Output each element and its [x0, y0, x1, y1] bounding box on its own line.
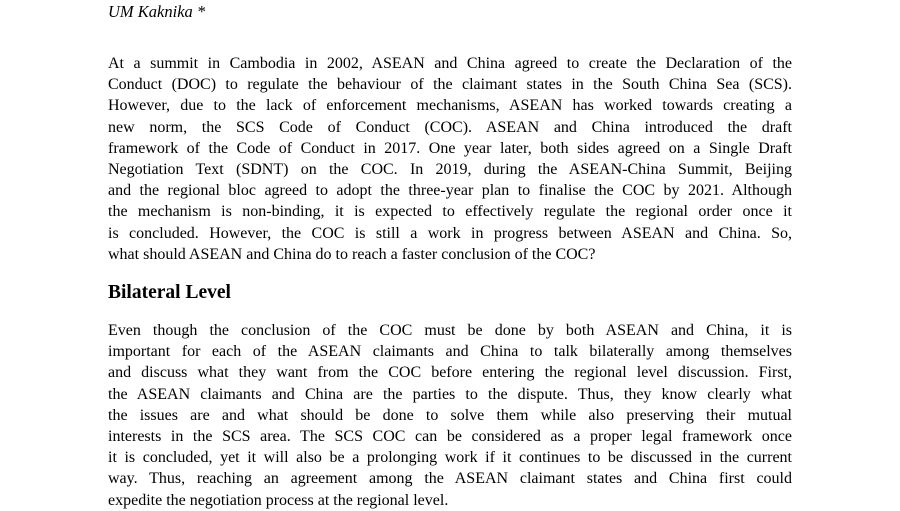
paragraph-line: Conduct (DOC) to regulate the behaviour of the claimant states in the South China Sea (SCS). [108, 76, 792, 94]
paragraph-line: new norm, the SCS Code of Conduct (COC). ASEAN and China introduced the draft [108, 118, 792, 136]
paragraph-line: However, due to the lack of enforcement mechanisms, ASEAN has worked towards creating a [108, 97, 792, 115]
bilateral-paragraph [108, 320, 792, 511]
paragraph-line: Negotiation Text (SDNT) on the COC. In 2019, during the ASEAN-China Summit, Beijing [108, 160, 792, 178]
paragraph-line: it is concluded, yet it will also be a prolonging work if it continues to be discussed in the current [108, 449, 792, 467]
paragraph-line: Even though the conclusion of the COC must be done by both ASEAN and China, it is [108, 322, 792, 339]
paragraph-line: important for each of the ASEAN claimants and China to talk bilaterally among themselves [108, 343, 792, 361]
paragraph-line: At a summit in Cambodia in 2002, ASEAN and China agreed to create the Declaration of the [108, 55, 792, 72]
author-line: UM Kaknika * [108, 2, 206, 21]
paragraph-line: the ASEAN claimants and China are the parties to the dispute. Thus, they know clearly what [108, 385, 792, 403]
paragraph-line: is concluded. However, the COC is still a work in progress between ASEAN and China. So, [108, 224, 792, 242]
paragraph-line: and the regional bloc agreed to adopt the three-year plan to finalise the COC by 2021. Although [108, 182, 792, 200]
paragraph-line: what should ASEAN and China do to reach a faster conclusion of the COC? [108, 245, 596, 263]
paragraph-line: expedite the negotiation process at the regional level. [108, 491, 449, 509]
paragraph-line: interests in the SCS area. The SCS COC can be considered as a proper legal framework once [108, 427, 792, 445]
paragraph-line: framework of the Code of Conduct in 2017. One year later, both sides agreed on a Single Draft [108, 139, 792, 157]
paragraph-line: the mechanism is non-binding, it is expected to effectively regulate the regional order once it [108, 203, 792, 221]
paragraph-line: and discuss what they want from the COC before entering the regional level discussion. First, [108, 364, 792, 382]
paragraph-line: the issues are and what should be done to solve them while also preserving their mutual [108, 406, 792, 424]
paragraph-line: way. Thus, reaching an agreement among the ASEAN claimant states and China first could [108, 470, 792, 488]
section-heading: Bilateral Level [108, 282, 231, 303]
intro-paragraph [108, 53, 792, 265]
